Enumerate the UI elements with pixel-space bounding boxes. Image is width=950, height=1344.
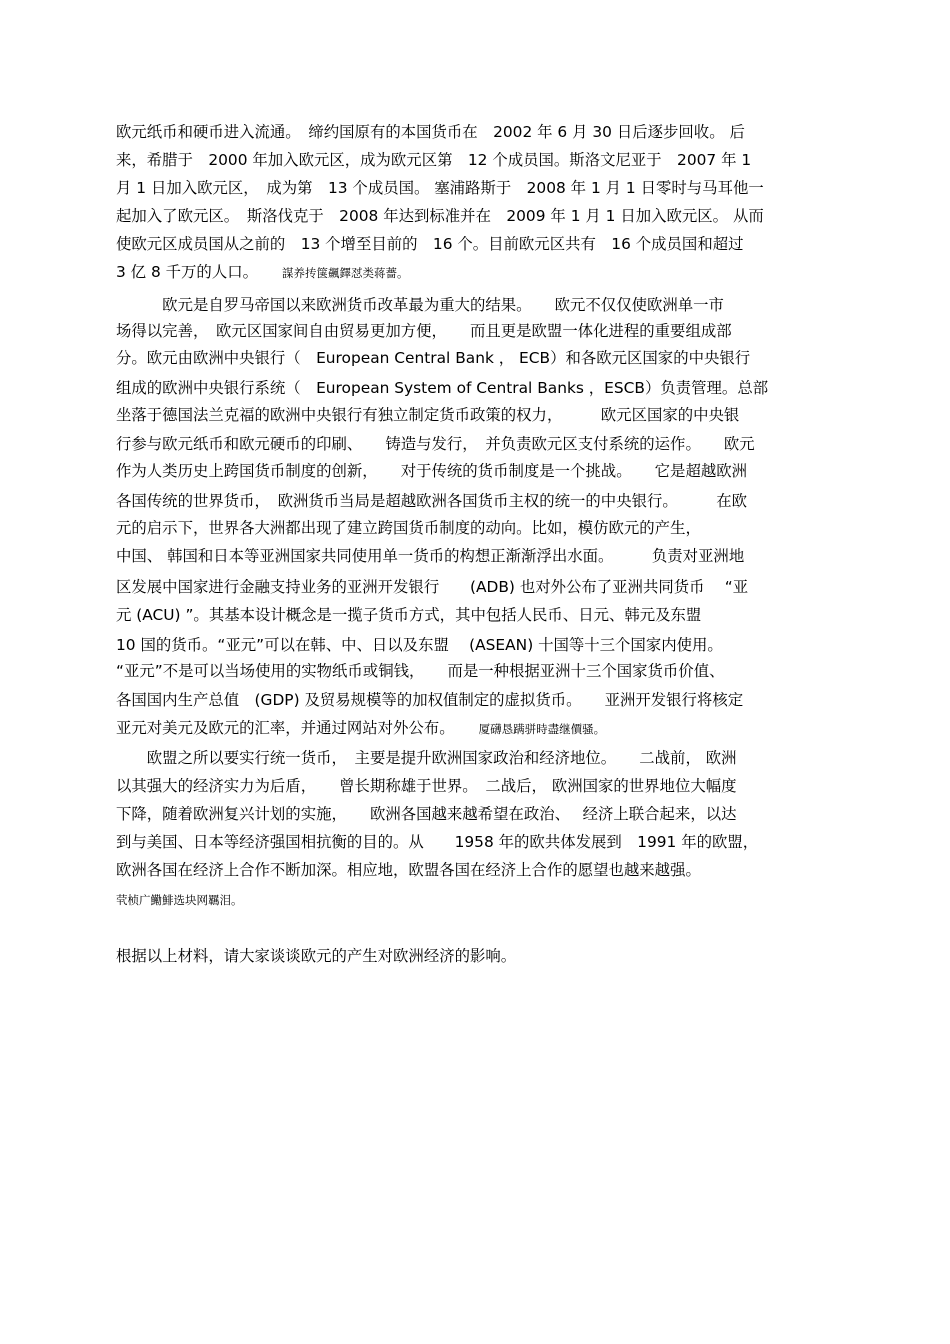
text-line: 来，希腊于 2000 年加入欧元区，成为欧元区第 12 个成员国。斯洛文尼亚于 2007 年 1 — [116, 151, 752, 169]
text-line: 组成的欧洲中央银行系统（ European System of Central Banks ，ESCB）负责管理。总部 — [116, 379, 769, 397]
text-line: 分。欧元由欧洲中央银行（ European Central Bank ， ECB）和各欧元区国家的中央银行 — [116, 349, 751, 367]
text-line: 作为人类历史上跨国货币制度的创新， 对于传统的货币制度是一个挑战。 它是超越欧洲 — [116, 462, 748, 480]
text-line: 场得以完善， 欧元区国家间自由贸易更加方便， 而且更是欧盟一体化进程的重要组成部 — [116, 322, 732, 340]
text-line: 中国、 韩国和日本等亚洲国家共同使用单一货币的构想正渐渐浮出水面。 负责对亚洲地 — [116, 547, 745, 565]
text-line: 下降，随着欧洲复兴计划的实施， 欧洲各国越来越希望在政治、 经济上联合起来，以达 — [116, 805, 737, 823]
text-line: 欧盟之所以要实行统一货币， 主要是提升欧洲国家政治和经济地位。 二战前， 欧洲 — [116, 749, 737, 767]
text-line: 使欧元区成员国从之前的 13 个增至目前的 16 个。目前欧元区共有 16 个成员国和超过 — [116, 235, 744, 253]
text-line — [116, 717, 836, 740]
text-line: 欧元是自罗马帝国以来欧洲货币改革最为重大的结果。 欧元不仅仅使欧洲单一市 — [116, 296, 724, 314]
text-line: 坐落于德国法兰克福的欧洲中央银行有独立制定货币政策的权力， 欧元区国家的中央银 — [116, 406, 740, 424]
text-line: 到与美国、日本等经济强国相抗衡的目的。从 1958 年的欧共体发展到 1991 年的欧盟， — [116, 833, 759, 851]
text-line: 各国传统的世界货币， 欧洲货币当局是超越欧洲各国货币主权的统一的中央银行。 在欧 — [116, 492, 748, 510]
text-line: “亚元”不是可以当场使用的实物纸币或铜钱， 而是一种根据亚洲十三个国家货币价值、 — [116, 662, 725, 680]
text-line: 区发展中国家进行金融支持业务的亚洲开发银行 (ADB) 也对外公布了亚洲共同货币 “亚 — [116, 578, 749, 596]
text-line: 各国国内生产总值 (GDP) 及贸易规模等的加权值制定的虚拟货币。 亚洲开发银行将核定 — [116, 691, 744, 709]
garbled-watermark-text: 謀养抟箧飆鐸怼类蒋薔。 — [282, 266, 409, 280]
text-line: 元的启示下，世界各大洲都出现了建立跨国货币制度的动向。比如，模仿欧元的产生， — [116, 519, 701, 537]
text-line: 以其强大的经济实力为后盾， 曾长期称雄于世界。 二战后， 欧洲国家的世界地位大幅度 — [116, 777, 737, 795]
garbled-watermark-text: 厦礴恳蹒骈時盡继價骚。 — [478, 722, 606, 736]
text-line: 欧洲各国在经济上合作不断加深。相应地，欧盟各国在经济上合作的愿望也越来越强。 — [116, 861, 701, 879]
discussion-question: 根据以上材料，请大家谈谈欧元的产生对欧洲经济的影响。 — [116, 947, 517, 965]
text-line: 10 国的货币。“亚元”可以在韩、中、日以及东盟 (ASEAN) 十国等十三个国家内使用。 — [116, 636, 723, 654]
garbled-watermark-text: 茕桢广鰳鯡选块网羈泪。 — [116, 893, 243, 907]
text-line: 欧元纸币和硬币进入流通。 缔约国原有的本国货币在 2002 年 6 月 30 日后逐步回收。 后 — [116, 123, 745, 141]
text-line: 元 (ACU) ”。其基本设计概念是一揽子货币方式，其中包括人民币、日元、韩元及东盟 — [116, 606, 702, 624]
text-line: 月 1 日加入欧元区， 成为第 13 个成员国。 塞浦路斯于 2008 年 1 月 1 日零时与马耳他一 — [116, 179, 764, 197]
text-span: 亚元对美元及欧元的汇率，并通过网站对外公布。 — [116, 719, 455, 737]
text-line — [116, 261, 836, 284]
text-line: 行参与欧元纸币和欧元硬币的印刷、 铸造与发行， 并负责欧元区支付系统的运作。 欧元 — [116, 435, 755, 453]
text-line: 起加入了欧元区。 斯洛伐克于 2008 年达到标准并在 2009 年 1 月 1 日加入欧元区。 从而 — [116, 207, 764, 225]
text-span: 3 亿 8 千万的人口。 — [116, 263, 258, 281]
